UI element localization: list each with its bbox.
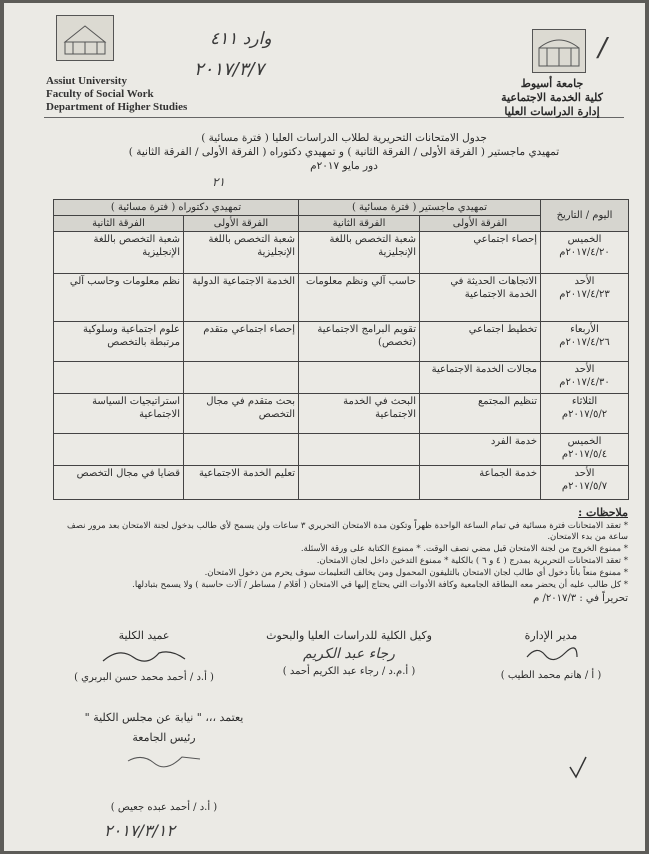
table-group-header-row <box>54 200 629 216</box>
cell-masters-first: تخطيط اجتماعي <box>420 322 541 362</box>
university-logo <box>532 29 586 73</box>
cell-masters-second <box>299 434 420 466</box>
cell-masters-second: حاسب آلي ونظم معلومات <box>299 274 420 322</box>
day-name: الأحد <box>574 364 595 375</box>
approve-text: يعتمد ،،، <box>205 711 244 724</box>
cell-masters-second <box>299 466 420 500</box>
cell-masters-first: الاتجاهات الحديثة في الخدمة الاجتماعية <box>420 274 541 322</box>
cell-masters-first: خدمة الفرد <box>420 434 541 466</box>
day-date: ٢٠١٧/٤/٢٦م <box>559 337 610 348</box>
cell-phd-second <box>54 362 184 394</box>
cell-phd-second: علوم اجتماعية وسلوكية مرتبطة بالتخصص <box>54 322 184 362</box>
note-item: * ممنوع منعاً باتاً دخول أي طالب لجان الامتحان بالتليفون المحمول ومن يخالف التعليمات سوف يحرم من دخول الامتحان. <box>204 568 628 578</box>
dean-name: ( أ.د / أحمد محمد حسن البربري ) <box>74 672 214 683</box>
building-emblem-icon <box>57 16 113 60</box>
day-name: الخميس <box>567 234 602 245</box>
header-ar-line: جامعة أسيوط <box>520 77 584 90</box>
dean-title: عميد الكلية <box>118 629 170 642</box>
signature-manager <box>476 629 626 683</box>
day-name: الأحد <box>574 468 595 479</box>
cell-phd-first <box>184 362 299 394</box>
cell-masters-first: تنظيم المجتمع <box>420 394 541 434</box>
cell-masters-first: مجالات الخدمة الاجتماعية <box>420 362 541 394</box>
cell-phd-first <box>184 434 299 466</box>
cell-phd-second: نظم معلومات وحاسب آلي <box>54 274 184 322</box>
vice-signature: رجاء عبد الكريم <box>303 646 395 662</box>
day-cell <box>541 232 629 274</box>
cell-phd-second: استراتيجيات السياسة الاجتماعية <box>54 394 184 434</box>
cell-masters-second <box>299 362 420 394</box>
title-block <box>94 131 594 173</box>
handwritten-date: ٢٠١٧/٣/٧ <box>194 59 265 80</box>
cell-phd-second: قضايا في مجال التخصص <box>54 466 184 500</box>
approve-label <box>64 711 264 725</box>
manager-title: مدير الإدارة <box>524 629 578 642</box>
day-name: الأحد <box>574 276 595 287</box>
table-row <box>54 232 629 274</box>
vice-name: ( أ.م.د / رجاء عبد الكريم أحمد ) <box>282 666 416 677</box>
day-cell <box>541 466 629 500</box>
column-group-masters: تمهيدي ماجستير ( فترة مسائية ) <box>299 200 541 216</box>
signature-dean <box>64 629 224 685</box>
president-name: ( أ.د / أحمد عبده جعيص ) <box>110 802 218 813</box>
manager-name: ( أ / هانم محمد الطيب ) <box>500 670 602 681</box>
day-date: ٢٠١٧/٤/٢٣م <box>559 289 610 300</box>
column-header-day: اليوم / التاريخ <box>541 200 629 232</box>
title-line-3: دور مايو ٢٠١٧م <box>310 160 378 172</box>
cell-phd-first: بحث متقدم في مجال التخصص <box>184 394 299 434</box>
day-cell <box>541 362 629 394</box>
council-text: " نيابة عن مجلس الكلية " <box>84 711 202 724</box>
note-item: * كل طالب عليه أن يحضر معه البطاقة الجامعية وكافة الأدوات التي يحتاج إليها في الامتحان ( أقلام / مساطر / آلات حاسبة ) ولا يسمح بتبادلها. <box>132 580 628 590</box>
table-row <box>54 394 629 434</box>
title-line-1: جدول الامتحانات التحريرية لطلاب الدراسات العليا ( فترة مسائية ) <box>201 132 487 144</box>
handwritten-mark: ٢١ <box>212 175 225 189</box>
day-name: الخميس <box>567 436 602 447</box>
cell-masters-second: تقويم البرامج الاجتماعية (تخصص) <box>299 322 420 362</box>
handwritten-bottom-date: ٢٠١٧/٣/١٢ <box>104 821 175 840</box>
column-header-masters-second: الفرقة الثانية <box>299 216 420 232</box>
title-line-2: تمهيدي ماجستير ( الفرقة الأولى / الفرقة الثانية ) و تمهيدي دكتوراه ( الفرقة الأولى / الفرقة الثانية ) <box>128 146 560 158</box>
cell-phd-first: شعبة التخصص باللغة الإنجليزية <box>184 232 299 274</box>
day-cell <box>541 274 629 322</box>
cell-phd-second <box>54 434 184 466</box>
cell-masters-second: شعبة التخصص باللغة الإنجليزية <box>299 232 420 274</box>
exam-schedule-table <box>53 199 629 500</box>
column-header-masters-first: الفرقة الأولى <box>420 216 541 232</box>
table-row <box>54 274 629 322</box>
table-row <box>54 434 629 466</box>
header-en <box>46 75 246 114</box>
header-en-line: Faculty of Social Work <box>46 88 154 100</box>
cell-phd-first: إحصاء اجتماعي متقدم <box>184 322 299 362</box>
column-header-phd-first: الفرقة الأولى <box>184 216 299 232</box>
day-cell <box>541 322 629 362</box>
note-item: * ممنوع الخروج من لجنة الامتحان قبل مضي نصف الوقت. * ممنوع الكتابة على ورقة الأسئلة. <box>300 544 628 554</box>
header-ar-line: إدارة الدراسات العليا <box>504 105 600 118</box>
day-name: الأربعاء <box>570 324 599 335</box>
cell-phd-second: شعبة التخصص باللغة الإنجليزية <box>54 232 184 274</box>
day-name: الثلاثاء <box>571 396 598 407</box>
header-en-line: Department of Higher Studies <box>46 101 188 113</box>
header-en-line: Assiut University <box>46 75 127 87</box>
day-date: ٢٠١٧/٥/٧م <box>561 481 608 492</box>
cell-phd-first: الخدمة الاجتماعية الدولية <box>184 274 299 322</box>
check-mark-icon <box>568 755 588 781</box>
document-page <box>4 3 645 851</box>
day-date: ٢٠١٧/٥/٤م <box>561 449 608 460</box>
table-row <box>54 466 629 500</box>
day-cell <box>541 394 629 434</box>
day-cell <box>541 434 629 466</box>
signature-vice-dean <box>234 629 464 679</box>
notes-section <box>54 507 628 605</box>
vice-title: وكيل الكلية للدراسات العليا والبحوث <box>266 629 432 642</box>
day-date: ٢٠١٧/٤/٢٠م <box>559 247 610 258</box>
day-date: ٢٠١٧/٤/٣٠م <box>559 377 610 388</box>
table-row <box>54 322 629 362</box>
handwritten-stroke: / <box>598 33 607 63</box>
faculty-logo <box>56 15 114 61</box>
cell-masters-first: خدمة الجماعة <box>420 466 541 500</box>
university-emblem-icon <box>533 30 585 72</box>
column-group-phd: تمهيدي دكتوراه ( فترة مسائية ) <box>54 200 299 216</box>
president-signature-icon <box>124 745 204 771</box>
day-date: ٢٠١٧/٥/٢م <box>561 409 608 420</box>
written-on-date: تحريراً في : ٢٠١٧/٣/ م <box>533 593 628 604</box>
column-header-phd-second: الفرقة الثانية <box>54 216 184 232</box>
cell-masters-first: إحصاء اجتماعي <box>420 232 541 274</box>
notes-heading: ملاحظات : <box>578 506 628 519</box>
cell-masters-second: البحث في الخدمة الاجتماعية <box>299 394 420 434</box>
header-ar <box>474 77 630 119</box>
approval-block <box>64 711 264 775</box>
note-item: * تعقد الامتحانات فترة مسائية في تمام الساعة الواحدة ظهراً وتكون مدة الامتحان التحريري ٣ ساعات ولن يسمح لأي طالب بدخول لجنة الامتحان بعد مرور نصف ساعة من بدء الامتحان. <box>67 521 628 542</box>
dean-signature-icon <box>99 643 189 667</box>
cell-phd-first: تعليم الخدمة الاجتماعية <box>184 466 299 500</box>
header-ar-line: كلية الخدمة الاجتماعية <box>501 91 603 104</box>
note-item: * تعقد الامتحانات التحريرية بمدرج ( ٤ و ٦ ) بالكلية * ممنوع التدخين داخل لجان الامتحان. <box>316 556 628 566</box>
handwritten-ref: وارد ٤١١ <box>210 29 272 49</box>
manager-signature-icon <box>521 643 581 665</box>
president-title: رئيس الجامعة <box>132 731 196 744</box>
table-row <box>54 362 629 394</box>
